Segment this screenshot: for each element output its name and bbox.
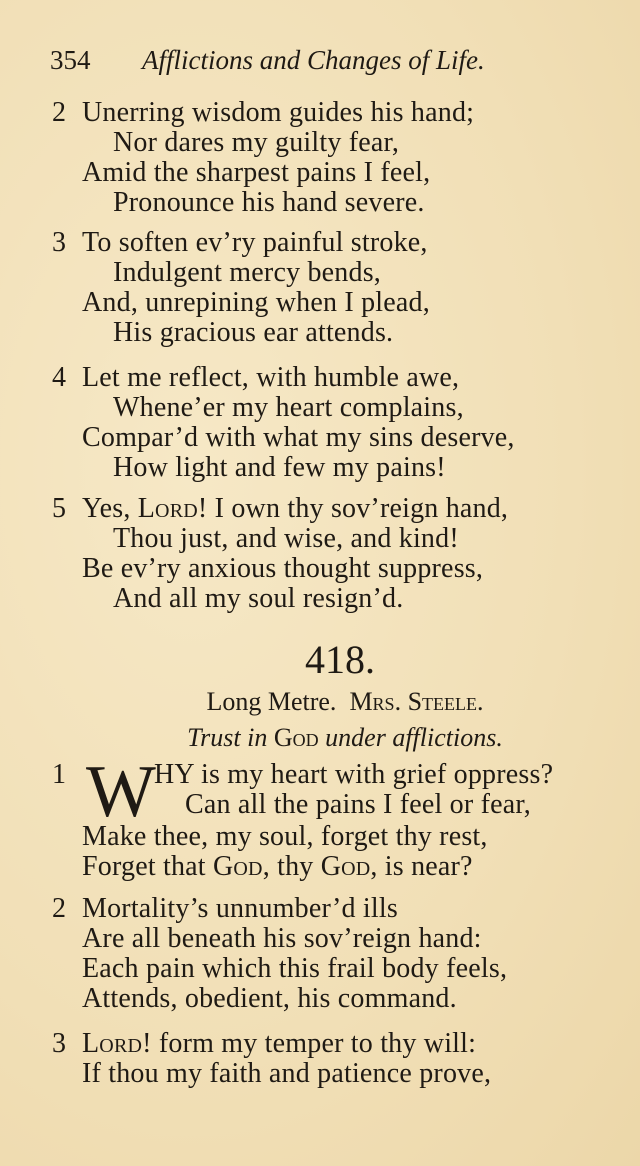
verse-line: To soften ev’ry painful stroke, (82, 227, 428, 258)
god-small-caps: God (320, 851, 371, 882)
verse-line: Lord! form my temper to thy will: (82, 1028, 477, 1059)
page-header (50, 42, 620, 79)
verse-line: Attends, obedient, his command. (82, 983, 457, 1014)
lord-small-caps: Lord (82, 1028, 143, 1059)
verse-line: Unerring wisdom guides his hand; (82, 97, 475, 128)
verse-line: Each pain which this frail body feels, (82, 953, 508, 984)
verse-line: And, unrepining when I plead, (82, 287, 430, 318)
verse-line: Can all the pains I feel or fear, (185, 789, 531, 820)
god-small-caps: God (212, 851, 263, 882)
verse-line: If thou my faith and patience prove, (82, 1058, 492, 1089)
verse-line: Yes, Lord! I own thy sov’reign hand, (82, 493, 509, 524)
verse-line: Are all beneath his sov’reign hand: (82, 923, 482, 954)
god-small-caps: God (273, 723, 319, 752)
drop-cap: W (86, 751, 156, 833)
verse-line: His gracious ear attends. (113, 317, 394, 348)
verse-line: How light and few my pains! (113, 452, 446, 483)
lord-small-caps: Lord (137, 493, 198, 524)
hymn-subtitle: Trust in God under afflictions. (187, 723, 503, 752)
verse-number: 3 (52, 227, 66, 258)
verse-line: HY is my heart with grief oppress? (154, 759, 554, 790)
verse-line: Let me reflect, with humble awe, (82, 362, 460, 393)
verse-line: Whene’er my heart complains, (113, 392, 464, 423)
verse-number: 2 (52, 97, 66, 128)
page-number: 354 (50, 45, 91, 75)
verse-line: And all my soul resign’d. (113, 583, 404, 614)
verse-line: Make thee, my soul, forget thy rest, (82, 821, 488, 852)
verse-line: Thou just, and wise, and kind! (113, 523, 459, 554)
verse-line: Compar’d with what my sins deserve, (82, 422, 515, 453)
verse-line: Be ev’ry anxious thought suppress, (82, 553, 484, 584)
verse-line: Amid the sharpest pains I feel, (82, 157, 431, 188)
hymn-number: 418. (305, 637, 375, 682)
hymn-meter: Long Metre. (206, 687, 337, 716)
hymn-meter-author (0, 686, 640, 718)
verse-number: 2 (52, 893, 66, 924)
running-title: Afflictions and Changes of Life. (142, 45, 485, 75)
verse-line: Nor dares my guilty fear, (113, 127, 400, 158)
verse-number: 4 (52, 362, 66, 393)
verse-number: 1 (52, 759, 66, 790)
verse-line: Pronounce his hand severe. (113, 187, 425, 218)
verse-number: 3 (52, 1028, 66, 1059)
verse-line: Forget that God, thy God, is near? (82, 851, 473, 882)
verse-line: Indulgent mercy bends, (113, 257, 381, 288)
hymn-author: Mrs. Steele. (349, 687, 484, 716)
verse-line: Mortality’s unnumber’d ills (82, 893, 398, 924)
verse-number: 5 (52, 493, 66, 524)
